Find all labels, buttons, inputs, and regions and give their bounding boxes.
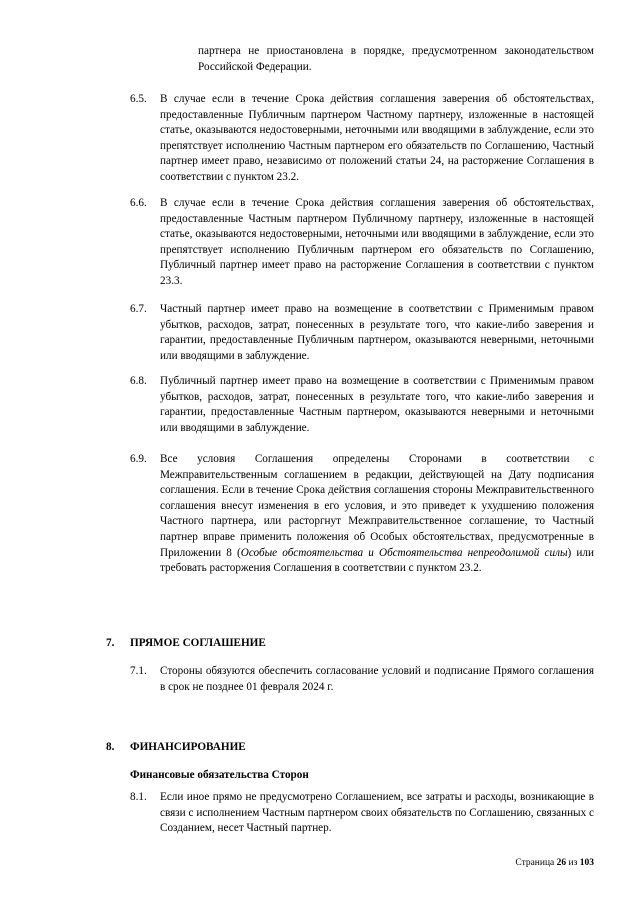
page-footer: [515, 857, 594, 869]
clause-number: 6.5.: [130, 93, 147, 105]
section-title: ФИНАНСИРОВАНИЕ: [130, 741, 246, 753]
footer-page-number: 26: [556, 858, 567, 868]
subsection-heading: Финансовые обязательства Сторон: [130, 769, 309, 781]
clause-number: 6.7.: [130, 303, 147, 315]
section-number: 8.: [106, 741, 115, 753]
clause-number: 6.8.: [130, 375, 147, 387]
clause-number: 8.1.: [130, 791, 147, 803]
clause-number: 7.1.: [130, 665, 147, 677]
clause-text: Стороны обязуются обеспечить согласование условий и подписание Прямого соглашения в срок не позднее 01 февраля 2024 г.: [160, 665, 594, 693]
clause-text: В случае если в течение Срока действия соглашения заверения об обстоятельствах, предоставленные Публичным партнером Частному партнеру, изложенные в настоящей статье, оказываются недостоверными, неточными или вводящими в заблуждение, если это препятствует исполнению Частным партнером его обязательств по Соглашению, Частный партнер имеет право, независимо от положений статьи 24, на расторжение Соглашения в соответствии с пунктом 23.2.: [160, 93, 594, 183]
continuation-paragraph: партнера не приостановлена в порядке, предусмотренном законодательством Российской Федерации.: [198, 45, 594, 73]
clause-text: Если иное прямо не предусмотрено Соглашением, все затраты и расходы, возникающие в связи с исполнением Частным партнером своих обязательств по Соглашению, связанных с Созданием, несет Частный партнер.: [160, 791, 594, 835]
clause-text-italic: Особые обстоятельства и Обстоятельства непреодолимой силы: [240, 546, 568, 559]
clause-text-after: ) или требовать расторжения Соглашения в соответствии с пунктом 23.2.: [160, 546, 594, 575]
footer-separator: из: [566, 858, 580, 868]
clause-text: [160, 452, 594, 577]
clause-number: 6.9.: [130, 453, 147, 465]
clause-number: 6.6.: [130, 197, 147, 209]
footer-prefix: Страница: [515, 858, 557, 868]
section-number: 7.: [106, 637, 115, 649]
clause-text-before: Все условия Соглашения определены Сторонами в соответствии с Межправительственным соглашением в редакции, действующей на Дату подписания соглашения. Если в течение Срока действия соглашения стороны Межправительственного соглашения внесут изменения в его условия, и это приведет к ухудшению положения Частного партнера, или расторгнут Межправительственное соглашение, то Частный партнер вправе применить положения об Особых обстоятельствах, предусмотренные в Приложении 8 (: [160, 453, 594, 559]
clause-text: Частный партнер имеет право на возмещение в соответствии с Применимым правом убытков, расходов, затрат, понесенных в результате того, что какие-либо заверения и гарантии, предоставленные Публичным партнером, оказываются неверными, неточными или вводящими в заблуждение.: [160, 303, 594, 362]
footer-total-pages: 103: [579, 858, 594, 868]
clause-text: В случае если в течение Срока действия соглашения заверения об обстоятельствах, предоставленные Частным партнером Публичному партнеру, изложенные в настоящей статье, оказываются недостоверными, неточными или вводящими в заблуждение, если это препятствует исполнению Публичным партнером его обязательств по Соглашению, Публичный партнер имеет право на расторжение Соглашения в соответствии с пунктом 23.3.: [160, 197, 594, 287]
section-title: ПРЯМОЕ СОГЛАШЕНИЕ: [130, 637, 266, 649]
clause-text: Публичный партнер имеет право на возмещение в соответствии с Применимым правом убытков, расходов, затрат, понесенных в результате того, что какие-либо заверения и гарантии, предоставленные Частным партнером, оказываются неверными и неточными или вводящими в заблуждение.: [160, 375, 594, 434]
